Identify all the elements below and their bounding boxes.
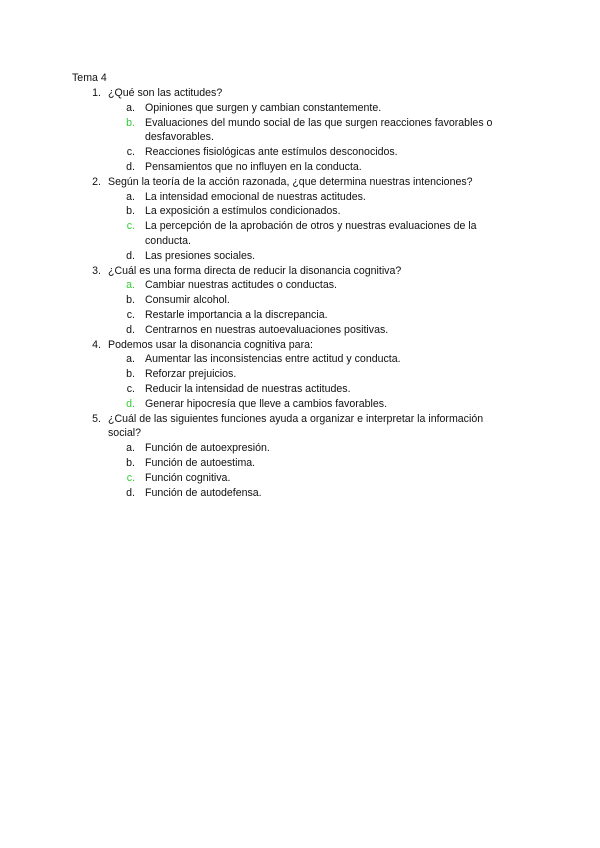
option-2-a [0, 190, 600, 205]
option-letter-correct: c. [126, 471, 135, 484]
option-3-c [0, 308, 600, 323]
option-letter: b. [126, 205, 135, 218]
question-number: 3. [92, 264, 101, 277]
option-letter: d. [126, 249, 135, 262]
option-1-c [0, 145, 600, 160]
option-text: Función de autoestima. [145, 456, 256, 469]
question-number: 4. [92, 338, 101, 351]
option-1-d [0, 160, 600, 175]
question-3 [0, 264, 600, 279]
option-text: Centrarnos en nuestras autoevaluaciones positivas. [145, 323, 389, 336]
option-3-a [0, 278, 600, 293]
option-2-b [0, 204, 600, 219]
option-letter: c. [126, 308, 135, 321]
option-letter: d. [126, 323, 135, 336]
option-letter-correct: b. [126, 116, 135, 129]
option-text: La percepción de la aprobación de otros y nuestras evaluaciones de la conducta. [145, 220, 477, 247]
option-5-b [0, 456, 600, 471]
question-text: ¿Cuál de las siguientes funciones ayuda a organizar e interpretar la información social? [108, 412, 484, 440]
option-5-a [0, 441, 600, 456]
question-number: 1. [92, 87, 101, 99]
option-letter-correct: a. [126, 279, 135, 292]
option-2-d [0, 249, 600, 264]
question-text: ¿Qué son las actitudes? [108, 87, 223, 99]
option-text: Pensamientos que no influyen en la conducta. [145, 160, 362, 173]
option-letter-correct: d. [126, 397, 135, 410]
option-letter: a. [126, 353, 135, 366]
option-letter: d. [126, 160, 135, 173]
option-text: Función de autodefensa. [145, 486, 262, 499]
option-text: Función cognitiva. [145, 471, 231, 484]
option-text: Reforzar prejuicios. [145, 368, 237, 381]
option-text: Opiniones que surgen y cambian constantemente. [145, 101, 382, 114]
option-5-c [0, 471, 600, 486]
question-5 [0, 412, 600, 442]
question-2 [0, 175, 600, 190]
option-text: Restarle importancia a la discrepancia. [145, 308, 328, 321]
option-1-b [0, 116, 600, 146]
question-text: ¿Cuál es una forma directa de reducir la disonancia cognitiva? [108, 264, 402, 277]
option-5-d [0, 486, 600, 501]
question-text: Según la teoría de la acción razonada, ¿que determina nuestras intenciones? [108, 175, 473, 188]
option-4-a [0, 352, 600, 367]
question-text: Podemos usar la disonancia cognitiva para: [108, 338, 313, 351]
page-title: Tema 4 [72, 72, 107, 84]
option-text: La intensidad emocional de nuestras actitudes. [145, 190, 366, 203]
question-1 [0, 86, 600, 101]
option-text: Las presiones sociales. [145, 249, 256, 262]
question-number: 2. [92, 175, 101, 188]
option-text: Aumentar las inconsistencias entre actitud y conducta. [145, 353, 401, 366]
option-letter: c. [126, 146, 135, 159]
option-letter: a. [126, 442, 135, 455]
option-text: La exposición a estímulos condicionados. [145, 205, 341, 218]
option-1-a [0, 101, 600, 116]
option-text: Reacciones fisiológicas ante estímulos desconocidos. [145, 146, 398, 159]
question-list [0, 86, 600, 500]
question-number: 5. [92, 412, 101, 425]
option-letter: c. [126, 382, 135, 395]
option-letter-correct: c. [126, 220, 135, 233]
option-letter: a. [126, 101, 135, 114]
option-text: Consumir alcohol. [145, 294, 230, 307]
option-letter: b. [126, 294, 135, 307]
option-2-c [0, 219, 600, 249]
option-letter: d. [126, 486, 135, 499]
option-text: Evaluaciones del mundo social de las que surgen reacciones favorables o desfavorables. [145, 116, 493, 144]
option-4-b [0, 367, 600, 382]
option-letter: a. [126, 190, 135, 203]
option-4-d [0, 397, 600, 412]
option-letter: b. [126, 368, 135, 381]
question-4 [0, 338, 600, 353]
option-text: Reducir la intensidad de nuestras actitudes. [145, 382, 351, 395]
option-letter: b. [126, 456, 135, 469]
option-3-d [0, 323, 600, 338]
option-3-b [0, 293, 600, 308]
option-text: Función de autoexpresión. [145, 442, 270, 455]
option-text: Generar hipocresía que lleve a cambios favorables. [145, 397, 388, 410]
option-4-c [0, 382, 600, 397]
option-text: Cambiar nuestras actitudes o conductas. [145, 279, 337, 292]
